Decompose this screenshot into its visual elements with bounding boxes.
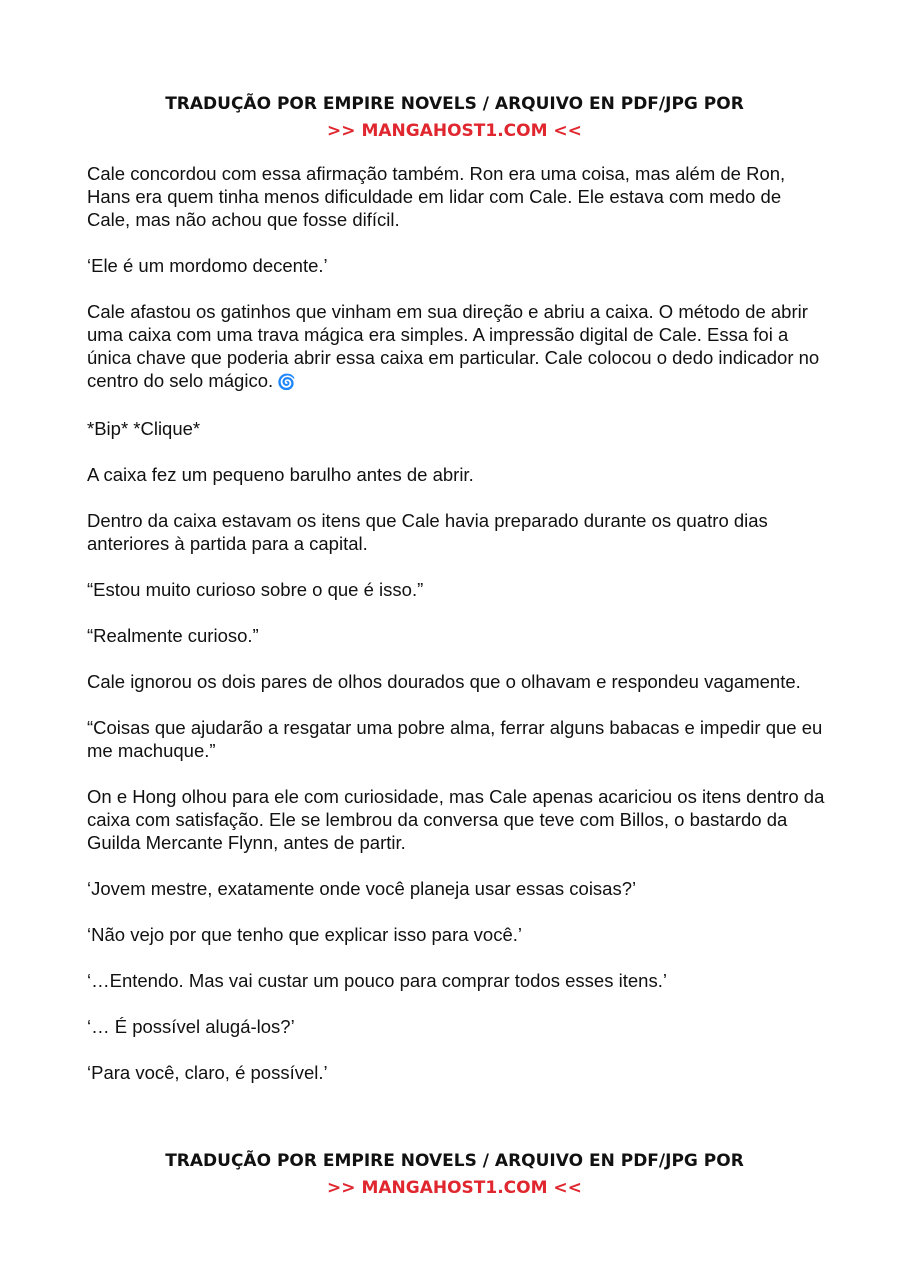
paragraph: “Coisas que ajudarão a resgatar uma pobre alma, ferrar alguns babacas e impedir que eu me machuque.” [87,717,823,761]
paragraph-text: Cale afastou os gatinhos que vinham em sua direção e abriu a caixa. O método de abrir uma caixa com uma trava mágica era simples. A impressão digital de Cale. Essa foi a única chave que poderia abrir essa caixa em particular. Cale colocou o dedo indicador no centro do selo mágico. [87,301,820,391]
header-banner [0,92,909,143]
paragraph: ‘Ele é um mordomo decente.’ [87,255,328,276]
header-credit: TRADUÇÃO POR EMPIRE NOVELS / ARQUIVO EN PDF/JPG POR [165,94,744,114]
spiral-seal-icon: 🌀 [277,373,296,391]
paragraph: ‘Jovem mestre, exatamente onde você planeja usar essas coisas?’ [87,878,637,899]
paragraph: Cale concordou com essa afirmação também. Ron era uma coisa, mas além de Ron, Hans era quem tinha menos dificuldade em lidar com Cale. Ele estava com medo de Cale, mas não achou que fosse difícil. [87,163,786,230]
paragraph: *Bip* *Clique* [87,418,201,439]
paragraph-with-emoji [87,300,827,394]
footer-banner [0,1149,909,1200]
paragraph: “Realmente curioso.” [87,625,259,646]
paragraph: On e Hong olhou para ele com curiosidade, mas Cale apenas acariciou os itens dentro da caixa com satisfação. Ele se lembrou da conversa que teve com Billos, o bastardo da Guilda Mercante Flynn, antes de partir. [87,786,825,853]
header-site-link[interactable]: >> MANGAHOST1.COM << [327,121,582,141]
chapter-text [87,162,827,1084]
paragraph: ‘… É possível alugá-los?’ [87,1016,295,1037]
footer-site-link[interactable]: >> MANGAHOST1.COM << [327,1178,582,1198]
footer-credit: TRADUÇÃO POR EMPIRE NOVELS / ARQUIVO EN PDF/JPG POR [165,1151,744,1171]
paragraph: A caixa fez um pequeno barulho antes de abrir. [87,464,474,485]
paragraph: ‘Para você, claro, é possível.’ [87,1062,328,1083]
paragraph: Dentro da caixa estavam os itens que Cale havia preparado durante os quatro dias anteriores à partida para a capital. [87,510,768,554]
paragraph: Cale ignorou os dois pares de olhos dourados que o olhavam e respondeu vagamente. [87,671,801,692]
paragraph: ‘…Entendo. Mas vai custar um pouco para comprar todos esses itens.’ [87,970,667,991]
paragraph: ‘Não vejo por que tenho que explicar isso para você.’ [87,924,523,945]
paragraph: “Estou muito curioso sobre o que é isso.” [87,579,424,600]
